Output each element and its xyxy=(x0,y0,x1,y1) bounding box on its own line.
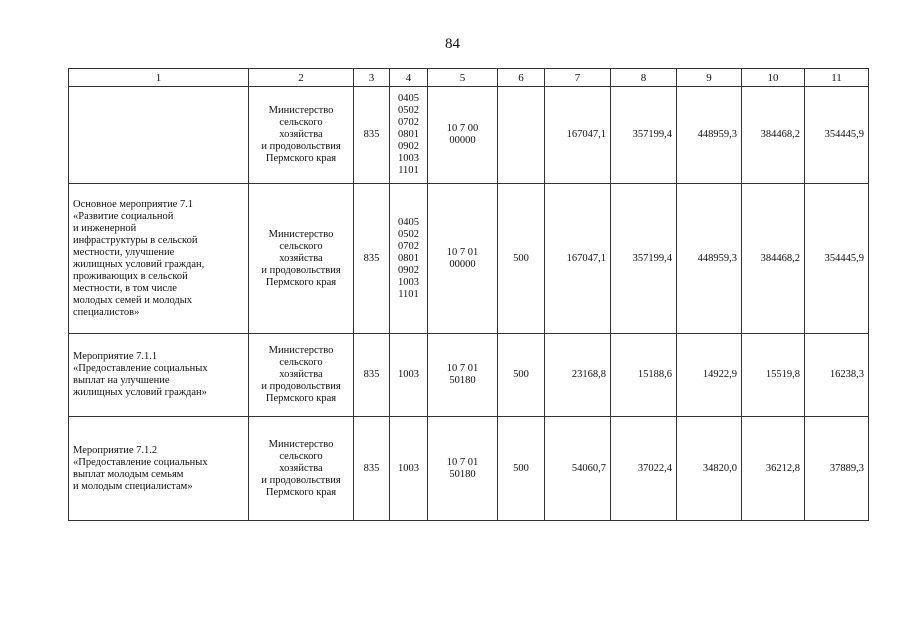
event-name-line: местности, в том числе xyxy=(73,282,177,294)
value-cell: 167047,1 xyxy=(545,87,611,184)
column-header: 9 xyxy=(677,69,742,87)
ministry-line: сельского xyxy=(279,357,323,368)
value-cell: 448959,3 xyxy=(677,184,742,334)
table-row xyxy=(69,417,869,521)
column-header: 1 xyxy=(69,69,249,87)
event-name-line: инфраструктуры в сельской xyxy=(73,234,198,246)
value-cell: 23168,8 xyxy=(545,334,611,417)
rzpr-cell xyxy=(390,417,428,521)
event-name-line: «Развитие социальной xyxy=(73,210,174,222)
ministry-line: Пермского края xyxy=(265,276,337,288)
ministry-line: и продовольствия xyxy=(261,264,341,276)
value-cell: 34820,0 xyxy=(677,417,742,521)
ministry-line: сельского xyxy=(279,450,323,462)
vr-cell: 500 xyxy=(498,184,545,334)
ministry-line: Пермского края xyxy=(265,393,337,404)
csr-line: 50180 xyxy=(449,375,476,386)
ministry-line: хозяйства xyxy=(279,462,323,474)
event-name-line: местности, улучшение xyxy=(73,246,175,258)
csr-line: 00000 xyxy=(449,135,476,146)
csr-line: 50180 xyxy=(449,468,476,480)
rzpr-code: 0902 xyxy=(398,141,419,152)
value-cell: 15519,8 xyxy=(742,334,805,417)
csr-cell xyxy=(428,87,498,184)
rzpr-code: 1003 xyxy=(398,153,419,164)
rzpr-code: 0502 xyxy=(398,228,419,240)
value-cell: 384468,2 xyxy=(742,87,805,184)
ministry-cell xyxy=(249,184,354,334)
event-name-line: выплат на улучшение xyxy=(73,375,170,386)
rzpr-code: 0702 xyxy=(398,240,419,252)
value-cell: 167047,1 xyxy=(545,184,611,334)
ministry-line: Министерство xyxy=(268,438,334,450)
event-name-cell xyxy=(69,417,249,521)
value-cell: 354445,9 xyxy=(805,184,869,334)
column-header: 6 xyxy=(498,69,545,87)
column-header: 10 xyxy=(742,69,805,87)
event-name-line: жилищных условий граждан, xyxy=(73,258,205,270)
event-name-line: молодых семей и молодых xyxy=(73,294,193,306)
value-cell: 37889,3 xyxy=(805,417,869,521)
csr-line: 00000 xyxy=(449,258,476,270)
rzpr-code: 0801 xyxy=(398,252,419,264)
ministry-cell xyxy=(249,334,354,417)
column-header: 4 xyxy=(390,69,428,87)
rzpr-code: 0405 xyxy=(398,216,419,228)
column-header: 2 xyxy=(249,69,354,87)
rzpr-code: 0902 xyxy=(398,264,419,276)
event-name-line: выплат молодым семьям xyxy=(73,468,184,480)
event-name-line: жилищных условий граждан» xyxy=(73,387,207,398)
event-name-cell xyxy=(69,184,249,334)
ministry-line: Пермского края xyxy=(265,153,337,164)
value-cell: 14922,9 xyxy=(677,334,742,417)
column-header: 3 xyxy=(354,69,390,87)
value-cell: 16238,3 xyxy=(805,334,869,417)
rzpr-code: 0405 xyxy=(398,93,419,104)
grbs-cell: 835 xyxy=(354,334,390,417)
ministry-line: и продовольствия xyxy=(261,381,341,392)
value-cell: 15188,6 xyxy=(611,334,677,417)
column-header: 7 xyxy=(545,69,611,87)
ministry-line: хозяйства xyxy=(279,369,323,380)
event-name-cell xyxy=(69,334,249,417)
rzpr-code: 0502 xyxy=(398,105,419,116)
rzpr-cell xyxy=(390,184,428,334)
event-name-line: и молодым специалистам» xyxy=(73,480,193,492)
grbs-cell: 835 xyxy=(354,87,390,184)
column-header: 11 xyxy=(805,69,869,87)
ministry-cell xyxy=(249,87,354,184)
vr-cell: 500 xyxy=(498,417,545,521)
rzpr-code: 1003 xyxy=(398,369,419,380)
ministry-line: Министерство xyxy=(268,345,334,356)
ministry-cell xyxy=(249,417,354,521)
page-number: 84 xyxy=(445,36,460,52)
rzpr-code: 1101 xyxy=(398,288,419,300)
event-name-line: «Предоставление социальных xyxy=(73,363,208,374)
grbs-cell: 835 xyxy=(354,417,390,521)
value-cell: 448959,3 xyxy=(677,87,742,184)
rzpr-code: 0702 xyxy=(398,117,419,128)
ministry-line: сельского xyxy=(279,117,323,128)
event-name-line: и инженерной xyxy=(73,222,137,234)
rzpr-code: 0801 xyxy=(398,129,419,140)
ministry-line: хозяйства xyxy=(279,129,323,140)
value-cell: 357199,4 xyxy=(611,87,677,184)
event-name-line: Основное мероприятие 7.1 xyxy=(73,198,194,210)
event-name-line: Мероприятие 7.1.2 xyxy=(73,444,158,456)
event-name-line: «Предоставление социальных xyxy=(73,456,208,468)
ministry-line: сельского xyxy=(279,240,323,252)
value-cell: 354445,9 xyxy=(805,87,869,184)
value-cell: 54060,7 xyxy=(545,417,611,521)
rzpr-code: 1003 xyxy=(398,276,419,288)
vr-cell: 500 xyxy=(498,334,545,417)
table-row xyxy=(69,87,869,184)
budget-table xyxy=(68,68,869,521)
value-cell: 36212,8 xyxy=(742,417,805,521)
csr-line: 10 7 01 xyxy=(446,456,479,468)
grbs-cell: 835 xyxy=(354,184,390,334)
csr-cell xyxy=(428,184,498,334)
ministry-line: и продовольствия xyxy=(261,141,341,152)
rzpr-cell xyxy=(390,87,428,184)
csr-line: 10 7 01 xyxy=(446,246,479,258)
rzpr-cell xyxy=(390,334,428,417)
ministry-line: Министерство xyxy=(268,228,334,240)
event-name-line: специалистов» xyxy=(73,306,140,318)
vr-cell xyxy=(498,87,545,184)
csr-cell xyxy=(428,417,498,521)
rzpr-code: 1003 xyxy=(398,462,419,474)
rzpr-code: 1101 xyxy=(398,165,419,176)
header-row xyxy=(69,69,869,87)
ministry-line: хозяйства xyxy=(279,252,323,264)
table-row xyxy=(69,334,869,417)
column-header: 8 xyxy=(611,69,677,87)
csr-line: 10 7 01 xyxy=(446,363,479,374)
csr-line: 10 7 00 xyxy=(446,123,479,134)
ministry-line: Министерство xyxy=(268,105,334,116)
event-name-line: Мероприятие 7.1.1 xyxy=(73,351,158,362)
event-name-cell xyxy=(69,87,249,184)
column-header: 5 xyxy=(428,69,498,87)
csr-cell xyxy=(428,334,498,417)
value-cell: 357199,4 xyxy=(611,184,677,334)
value-cell: 384468,2 xyxy=(742,184,805,334)
ministry-line: Пермского края xyxy=(265,486,337,498)
value-cell: 37022,4 xyxy=(611,417,677,521)
event-name-line: проживающих в сельской xyxy=(73,270,188,282)
ministry-line: и продовольствия xyxy=(261,474,341,486)
table-row xyxy=(69,184,869,334)
